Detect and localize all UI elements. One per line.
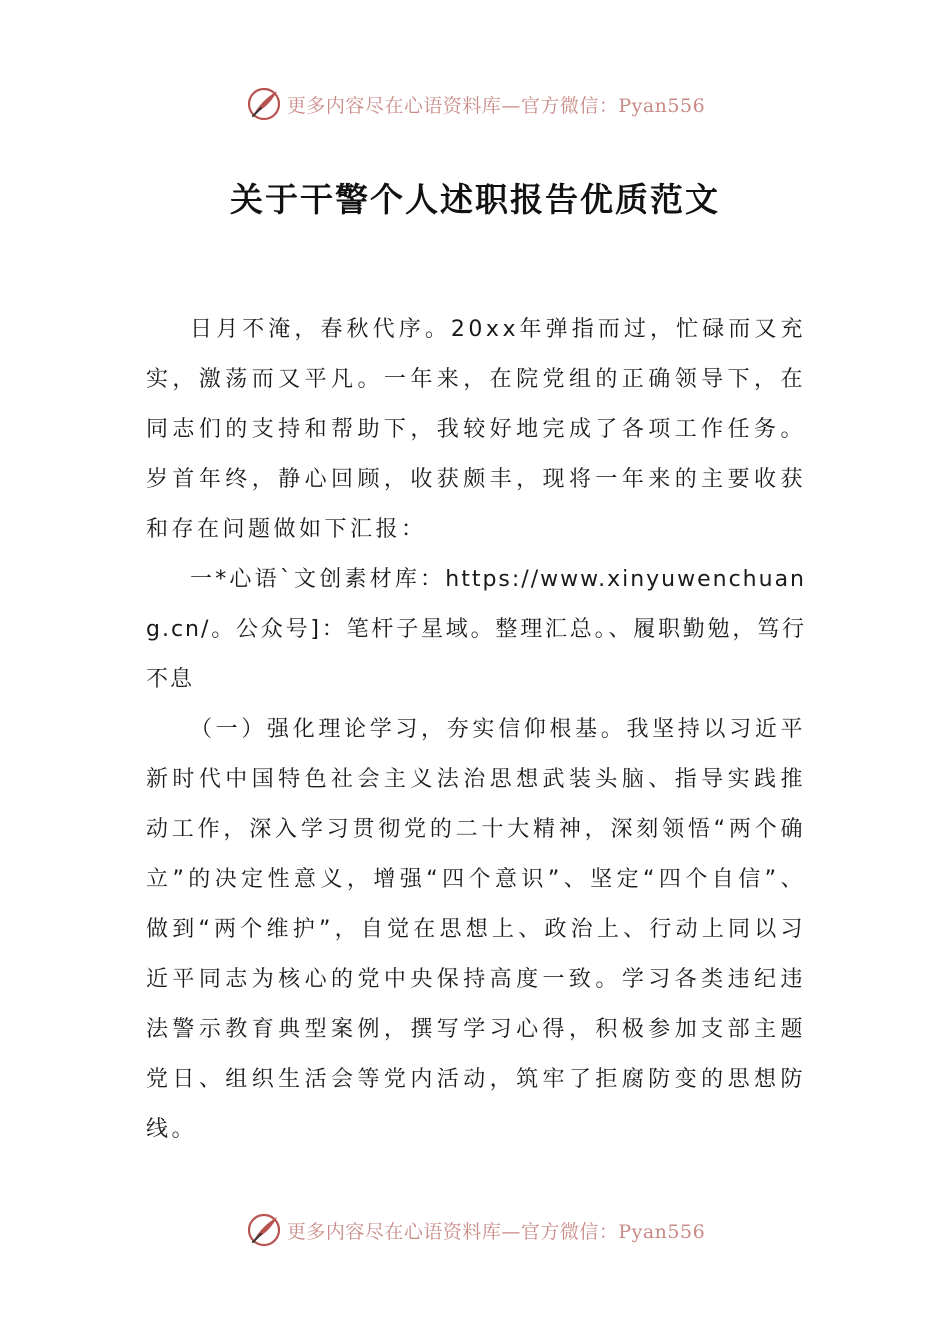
document-title: 关于干警个人述职报告优质范文 <box>230 180 720 219</box>
banner-text: 更多内容尽在心语资料库—官方微信：Pyan556 <box>286 94 706 117</box>
paragraph-theory-study: （一）强化理论学习，夯实信仰根基。我坚持以习近平新时代中国特色社会主义法治思想武装头脑、指导实践推动工作，深入学习贯彻党的二十大精神，深刻领悟“两个确立”的决定性意义，增强“四个意识”、坚定“四个自信”、做到“两个维护”，自觉在思想上、政治上、行动上同以习近平同志为核心的党中央保持高度一致。学习各类违纪违法警示教育典型案例，撰写学习心得，积极参加支部主题党日、组织生活会等党内活动，筑牢了拒腐防变的思想防线。 <box>146 717 806 1142</box>
header-banner <box>0 84 950 124</box>
paragraph-intro: 日月不淹，春秋代序。20xx年弹指而过，忙碌而又充实，激荡而又平凡。一年来，在院党组的正确领导下，在同志们的支持和帮助下，我较好地完成了各项工作任务。岁首年终，静心回顾，收获颇丰，现将一年来的主要收获和存在问题做如下汇报： <box>146 317 806 542</box>
footer-banner <box>0 1210 950 1250</box>
document-body <box>146 305 806 1155</box>
banner-text: 更多内容尽在心语资料库—官方微信：Pyan556 <box>286 1220 706 1243</box>
feather-pen-logo-icon <box>245 1211 283 1249</box>
feather-pen-logo-icon <box>245 85 283 123</box>
paragraph-section-heading: 一*心语`文创素材库：https://www.xinyuwenchuang.cn/。公众号]：笔杆子星域。整理汇总。、履职勤勉，笃行不息 <box>146 567 806 692</box>
